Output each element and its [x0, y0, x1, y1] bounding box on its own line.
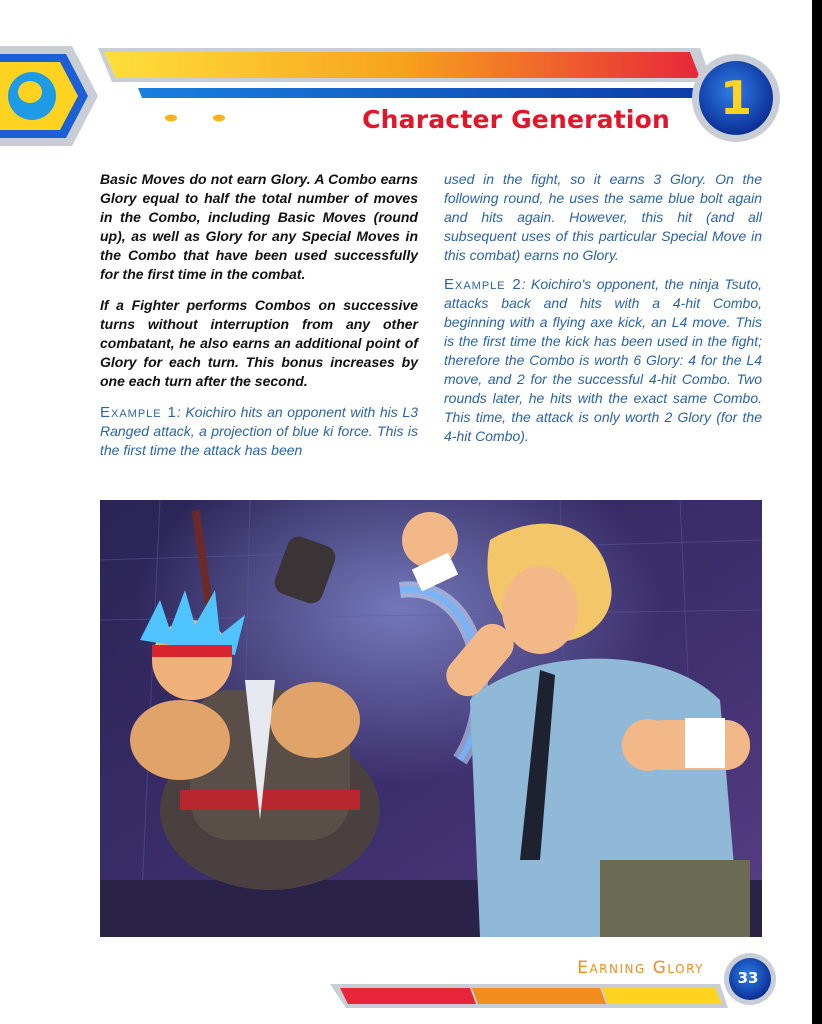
chapter-number-badge: 1	[719, 71, 752, 125]
example-1-continued: used in the fight, so it earns 3 Glory. On the following round, he uses the same blue bolt again and hits again. However, this hit (and all subsequent uses of this particular Special Move in this combat) earns no Glory.	[444, 171, 762, 263]
example-2-paragraph	[444, 275, 762, 446]
example-1-paragraph	[100, 403, 418, 460]
chapter-header-banner	[0, 30, 812, 160]
page-number-badge: 33	[737, 969, 759, 987]
chapter-title: Character Generation	[362, 105, 670, 134]
example-1-text: : Koichiro hits an opponent with his L3 Ranged attack, a projection of blue ki force. This is the first time the attack has been	[100, 404, 418, 458]
left-text-column	[100, 170, 418, 470]
example-2-label: Example 2	[444, 276, 522, 293]
footer-section-title: Earning Glory	[577, 958, 704, 978]
example-2-text: : Koichiro's opponent, the ninja Tsuto, attacks back and hits with a 4-hit Combo, beginning with a flying axe kick, an L4 move. This is the first time the kick has been used in the fight; therefore the Combo is worth 6 Glory: 4 for the L4 move, and 2 for the successful 4-hit Combo. Two rounds later, he hits with the exact same Combo. This time, the attack is only worth 2 Glory (for the 4-hit Combo).	[444, 276, 762, 444]
right-text-column	[444, 170, 762, 456]
example-1-label: Example 1	[100, 404, 177, 421]
fight-illustration	[100, 500, 762, 937]
glory-rules-paragraph: Basic Moves do not earn Glory. A Combo earns Glory equal to half the total number of moves in the Combo, including Basic Moves (round up), as well as Glory for any Special Moves in the Combo that have been used successfully for the first time in the combat.	[100, 171, 418, 282]
combo-bonus-paragraph: If a Fighter performs Combos on successive turns without interruption from any other combatant, he also earns an additional point of Glory for each turn. This bonus increases by one each turn after the second.	[100, 297, 418, 389]
